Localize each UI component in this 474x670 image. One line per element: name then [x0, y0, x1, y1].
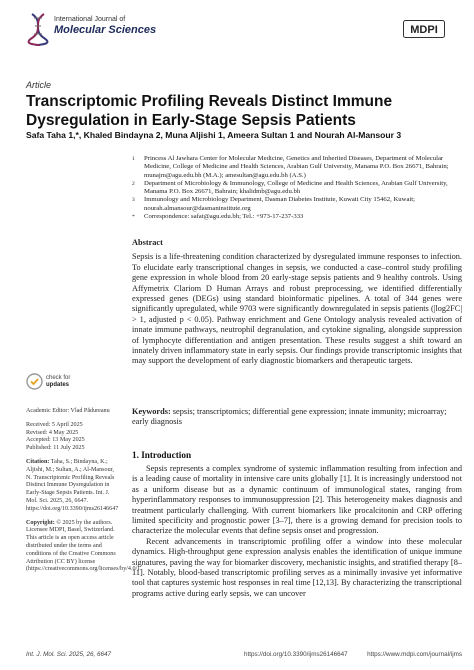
article-sidebar — [26, 372, 141, 580]
affiliations — [132, 155, 462, 221]
check-updates-line1: check for — [46, 375, 71, 381]
citation-label: Citation: — [26, 458, 50, 465]
abstract-section — [132, 238, 462, 367]
citation-text[interactable]: Taha, S.; Bindayna, K.; Aljishi, M.; Sultan, A.; Al-Mansour, N. Transcriptomic Profiling Reveals Distinct Immune Dysregulation in Early-Stage Sepsis Patients. Int. J. Mol. Sci. 2025, 26, 6647. https://doi.org/10.3390/ijms26146647 — [26, 458, 119, 512]
affiliation-item — [132, 180, 462, 197]
publisher-name: MDPI — [410, 24, 438, 36]
affiliation-text: Correspondence: safat@agu.edu.bh; Tel.: +973-17-237-333 — [144, 213, 304, 221]
affiliation-text: Department of Microbiology & Immunology, College of Medicine and Health Sciences, Arabian Gulf University, Manama P.O. Box 26671, Bahrain; khalidmb@agu.edu.bh — [144, 179, 448, 196]
keywords-label: Keywords: — [132, 407, 171, 416]
affiliation-number: * — [132, 214, 135, 221]
accepted-date: Accepted: 13 May 2025 — [26, 437, 85, 444]
affiliation-text: Immunology and Microbiology Department, Dasman Diabetes Institute, Kuwait City 15462, Kuwait; nourah.almansour@dasmaninstitute.org — [144, 196, 415, 212]
authors-text: Safa Taha 1,*, Khaled Bindayna 2, Muna Aljishi 1, Ameera Sultan 1 and Nourah Al-Mansour 3 — [26, 130, 402, 140]
footer-doi-link[interactable]: https://doi.org/10.3390/ijms26146647 — [244, 651, 348, 658]
affiliation-item — [132, 155, 462, 180]
check-updates-line2: updates — [46, 382, 70, 388]
abstract-label: Abstract — [132, 238, 163, 247]
keywords-text: sepsis; transcriptomics; differential gene expression; innate immunity; microarray; early diagnosis — [132, 407, 447, 427]
footer-journal-ref: Int. J. Mol. Sci. 2025, 26, 6647 — [26, 651, 112, 658]
affiliation-number: 1 — [132, 156, 135, 162]
intro-paragraph-1: Sepsis represents a complex syndrome of systemic inflammation resulting from infection and is a leading cause of mortality in intensive care units globally [1]. It is increasingly understood not as a uniform disease but as a dynamic continuum of immunological states, ranging from hyperinflammatory responses to immunosuppression [2]. This heterogeneity makes diagnosis and treatment particularly challenging. With current biomarkers like procalcitonin and CRP offering limited specificity and prognostic power [3–7], there is a growing demand for precision tools to characterize the molecular events that define sepsis onset and progression. — [132, 464, 462, 536]
affiliation-number: 3 — [132, 197, 135, 204]
affiliation-item — [132, 196, 462, 213]
journal-name[interactable] — [54, 16, 156, 36]
journal-name-line2: Molecular Sciences — [54, 24, 157, 36]
affiliation-number: 2 — [132, 180, 135, 187]
affiliation-text: Princess Al Jawhara Center for Molecular Medicine, Genetics and Inherited Diseases, Department of Molecular Medicine, College of Medicine and Health Sciences, Arabian Gulf University, Manama P.O. Box 26671, Bahrain; munajm@agu.edu.bh (M.A.); amesultan@agu.edu.bh (A.S.) — [144, 155, 449, 179]
copyright-block — [26, 519, 141, 575]
journal-header — [26, 8, 446, 48]
check-for-updates-button[interactable] — [26, 372, 120, 394]
check-updates-icon — [26, 373, 43, 390]
abstract-body: Sepsis is a life-threatening condition characterized by dysregulated immune responses to infection. To elucidate early transcriptional changes in sepsis, we conducted a case–control study profiling gene expression in whole blood from 20 early-stage sepsis patients and 9 healthy controls. Using Affymetrix Clariom D Human Arrays and robust preprocessing, we identified differentially expressed genes (DEGs) using standard bioinformatic pipelines. A total of 344 genes were significantly upregulated, while 9703 were significantly downregulated in sepsis patients (|log2FC| > 1, adjusted p < 0.05). Pathway enrichment and Gene Ontology analysis revealed activation of innate immune pathways, neutrophil degranulation, and cytokine signaling, alongside suppression of lymphocyte differentiation and antigen presentation. These results suggest a shift toward an innately driven inflammatory state in early sepsis. Our findings provide transcriptomic insights that may support the development of early diagnostic biomarkers and therapeutic targets. — [132, 252, 462, 366]
mdpi-logo-icon[interactable] — [403, 20, 445, 38]
introduction-body — [132, 464, 462, 599]
publication-dates — [26, 422, 120, 453]
journal-name-line1: International Journal of — [54, 16, 126, 23]
copyright-label: Copyright: — [26, 519, 55, 526]
copyright-text: © 2025 by the authors. Licensee MDPI, Basel, Switzerland. This article is an open access article distributed under the terms and conditions of the Creative Commons Attribution (CC BY) license (https://creativecommons.org/licenses/by/4.0/). — [26, 519, 141, 573]
published-date: Published: 11 July 2025 — [26, 445, 85, 452]
check-updates-label — [46, 375, 70, 389]
academic-editor: Academic Editor: Vlad Pădureanu — [26, 408, 110, 414]
footer-site-link[interactable]: https://www.mdpi.com/journal/ijms — [367, 651, 462, 658]
affiliation-item — [132, 213, 462, 221]
author-list — [26, 130, 466, 140]
intro-paragraph-2: Recent advancements in transcriptomic profiling offer a window into these molecular dynamics. High-throughput gene expression analysis enables the identification of unique immune signatures, paving the way for biomarker discovery, mechanistic insights, and stratified therapy [8–11]. Notably, blood-based transcriptomic profiling serves as a minimally invasive yet informative tool that captures systemic host responses in real time [12,13]. By characterizing the transcriptional programs active during early sepsis, we can uncover — [132, 536, 462, 598]
keywords-section — [132, 407, 462, 428]
introduction-heading: 1. Introduction — [132, 450, 192, 460]
article-type: Article — [26, 80, 52, 90]
article-title: Transcriptomic Profiling Reveals Distinct Immune Dysregulation in Early-Stage Sepsis Patients — [26, 93, 393, 129]
revised-date: Revised: 4 May 2025 — [26, 429, 79, 436]
citation-block — [26, 459, 120, 514]
dna-helix-logo-icon — [26, 12, 50, 46]
received-date: Received: 5 April 2025 — [26, 421, 83, 428]
